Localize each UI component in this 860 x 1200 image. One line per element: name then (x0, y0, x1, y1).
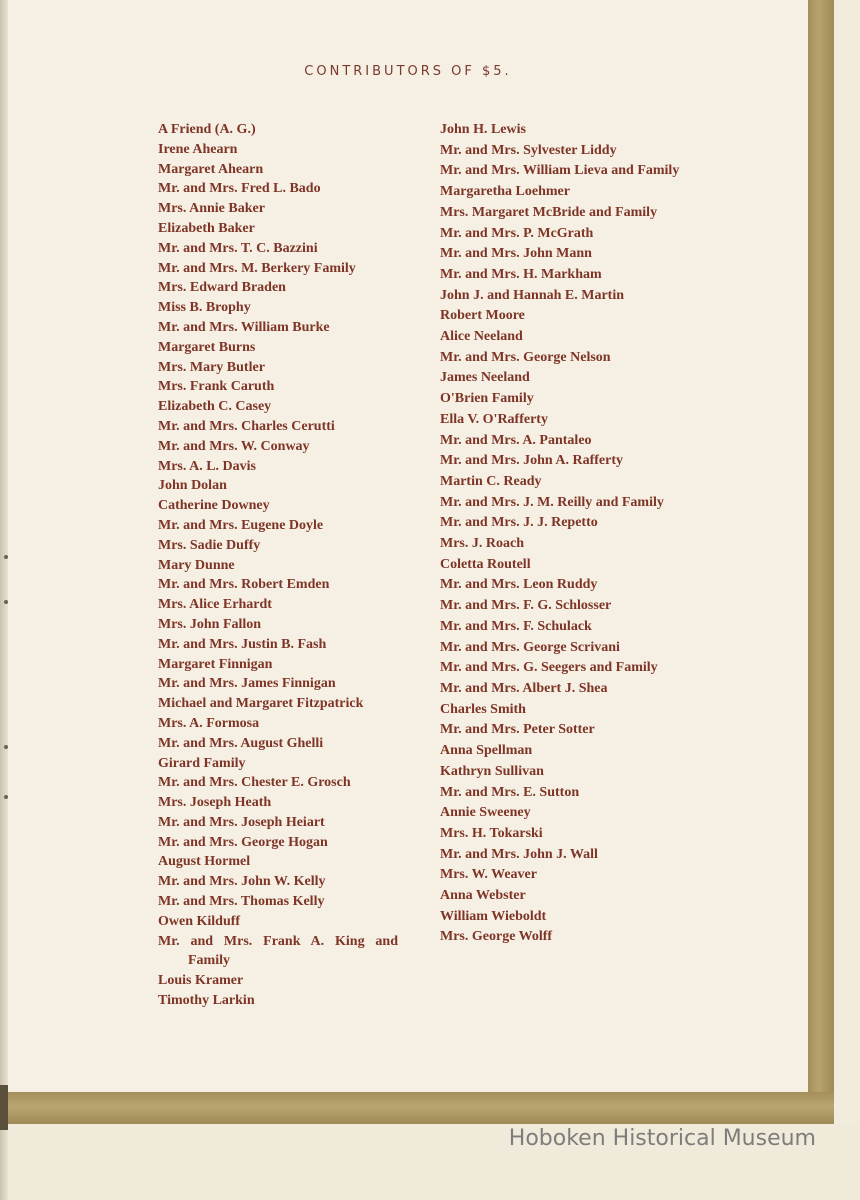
contributor-name: Mrs. George Wolff (440, 929, 553, 945)
contributor-name: Mrs. Margaret McBride and Family (440, 204, 658, 220)
contributor-name: Ella V. O'Rafferty (440, 411, 548, 427)
contributor-name: Catherine Downey (158, 498, 270, 514)
contributor-name: Kathryn Sullivan (440, 763, 544, 779)
contributor-name: Mr. and Mrs. John Mann (440, 246, 592, 262)
contributor-name: Mrs. Edward Braden (158, 280, 286, 296)
contributor-name: Mrs. Sadie Duffy (158, 537, 261, 553)
contributor-name: Mr. and Mrs. James Finnigan (158, 676, 336, 692)
contributor-name: Alice Neeland (440, 329, 523, 345)
contributor-name: Mr. and Mrs. W. Conway (158, 438, 310, 454)
contributor-name: Mr. and Mrs. F. G. Schlosser (440, 598, 612, 614)
contributor-name: O'Brien Family (440, 391, 534, 407)
contributor-name: Mrs. W. Weaver (440, 867, 537, 883)
contributor-name: Mrs. H. Tokarski (440, 825, 543, 841)
contributor-name: Mr. and Mrs. Peter Sotter (440, 722, 595, 738)
contributor-name: Mr. and Mrs. John A. Rafferty (440, 453, 624, 469)
contributor-name: Mrs. John Fallon (158, 616, 262, 632)
contributor-name: Mr. and Mrs. J. M. Reilly and Family (440, 494, 664, 510)
contributor-name: Mr. and Mrs. Leon Ruddy (440, 577, 598, 593)
page-heading: CONTRIBUTORS OF $5. (304, 64, 512, 79)
contributor-name: Mr. and Mrs. Fred L. Bado (158, 181, 321, 197)
gold-border-right (808, 0, 834, 1124)
contributor-name: William Wieboldt (440, 908, 547, 924)
contributor-name: Michael and Margaret Fitzpatrick (158, 696, 364, 712)
contributor-name: Mr. and Mrs. August Ghelli (158, 735, 324, 751)
contributor-name: Margaretha Loehmer (440, 184, 570, 200)
contributor-name: Mr. and Mrs. Sylvester Liddy (440, 142, 617, 158)
contributor-name: Margaret Burns (158, 339, 256, 355)
contributor-name: Anna Webster (440, 888, 526, 904)
contributor-name: Mrs. J. Roach (440, 536, 524, 552)
contributor-name: Girard Family (158, 755, 246, 771)
contributor-name: Mr. and Mrs. P. McGrath (440, 225, 594, 241)
contributor-name: Mrs. Alice Erhardt (158, 597, 272, 613)
contributor-name: Mr. and Mrs. G. Seegers and Family (440, 660, 658, 676)
contributor-name: Mr. and Mrs. John W. Kelly (158, 874, 326, 890)
contributor-name: Mr. and Mrs. Justin B. Fash (158, 636, 327, 652)
contributor-name: Charles Smith (440, 701, 526, 717)
contributor-name: Mr. and Mrs. George Hogan (158, 834, 328, 850)
contributor-name: Mrs. Annie Baker (158, 201, 265, 217)
museum-watermark: Hoboken Historical Museum (508, 1126, 816, 1151)
contributor-name: Louis Kramer (158, 973, 244, 989)
contributor-name: Coletta Routell (440, 556, 531, 572)
contributor-name: John H. Lewis (440, 122, 526, 137)
contributor-name: Mr. and Mrs. E. Sutton (440, 784, 580, 800)
program-page (8, 0, 808, 1092)
contributor-name: Mrs. A. L. Davis (158, 458, 256, 474)
contributor-name: Mr. and Mrs. Charles Cerutti (158, 418, 335, 434)
contributor-name: Owen Kilduff (158, 913, 241, 929)
contributor-name: Mrs. Joseph Heath (158, 795, 272, 811)
contributor-name: Mrs. Mary Butler (158, 359, 265, 375)
contributor-name: Mr. and Mrs. A. Pantaleo (440, 432, 592, 448)
contributor-name: August Hormel (158, 854, 251, 870)
contributor-name: Mr. and Mrs. Albert J. Shea (440, 680, 608, 696)
contributor-name: Mr. and Mrs. Eugene Doyle (158, 517, 324, 533)
contributor-name: Martin C. Ready (440, 473, 542, 489)
contributor-name: Mr. and Mrs. Chester E. Grosch (158, 775, 351, 791)
contributor-name: Mr. and Mrs. Thomas Kelly (158, 894, 325, 910)
contributor-name: Margaret Finnigan (158, 656, 273, 672)
contributor-name: Margaret Ahearn (158, 161, 264, 177)
page-margin-right (834, 0, 860, 1200)
contributor-name: Mr. and Mrs. William Burke (158, 319, 330, 335)
contributor-name: Mr. and Mrs. M. Berkery Family (158, 260, 356, 276)
contributor-name: Elizabeth Baker (158, 220, 255, 236)
contributor-name: A Friend (A. G.) (158, 122, 256, 137)
contributors-right-column (440, 120, 688, 948)
contributor-name: Mary Dunne (158, 557, 235, 573)
contributor-name: Mrs. A. Formosa (158, 715, 260, 731)
gold-border-bottom (8, 1092, 834, 1124)
contributors-left-column (158, 120, 398, 1011)
contributor-name: Mr. and Mrs. Joseph Heiart (158, 814, 325, 830)
contributor-name: Timothy Larkin (158, 993, 255, 1009)
contributor-name: Annie Sweeney (440, 805, 531, 821)
contributor-name: James Neeland (440, 370, 530, 386)
contributor-name: Anna Spellman (440, 743, 533, 759)
contributor-name: Mr. and Mrs. H. Markham (440, 266, 602, 282)
contributor-name: Mr. and Mrs. Frank A. King and Family (158, 933, 398, 969)
contributor-name: Robert Moore (440, 308, 525, 324)
contributor-name: Mr. and Mrs. F. Schulack (440, 618, 592, 634)
contributor-name: Mr. and Mrs. George Scrivani (440, 639, 620, 655)
contributor-name: Mr. and Mrs. George Nelson (440, 349, 611, 365)
contributor-name: Mr. and Mrs. Robert Emden (158, 577, 330, 593)
contributor-name: Elizabeth C. Casey (158, 399, 272, 415)
contributor-name: Mr. and Mrs. J. J. Repetto (440, 515, 598, 531)
contributor-name: Irene Ahearn (158, 141, 238, 157)
contributor-name: Mrs. Frank Caruth (158, 379, 275, 395)
contributor-name: Mr. and Mrs. John J. Wall (440, 846, 598, 862)
contributor-name: John J. and Hannah E. Martin (440, 287, 624, 303)
contributor-name: Miss B. Brophy (158, 300, 251, 316)
contributor-name: Mr. and Mrs. T. C. Bazzini (158, 240, 318, 256)
contributor-name: Mr. and Mrs. William Lieva and Family (440, 163, 680, 179)
contributor-name: John Dolan (158, 478, 227, 494)
